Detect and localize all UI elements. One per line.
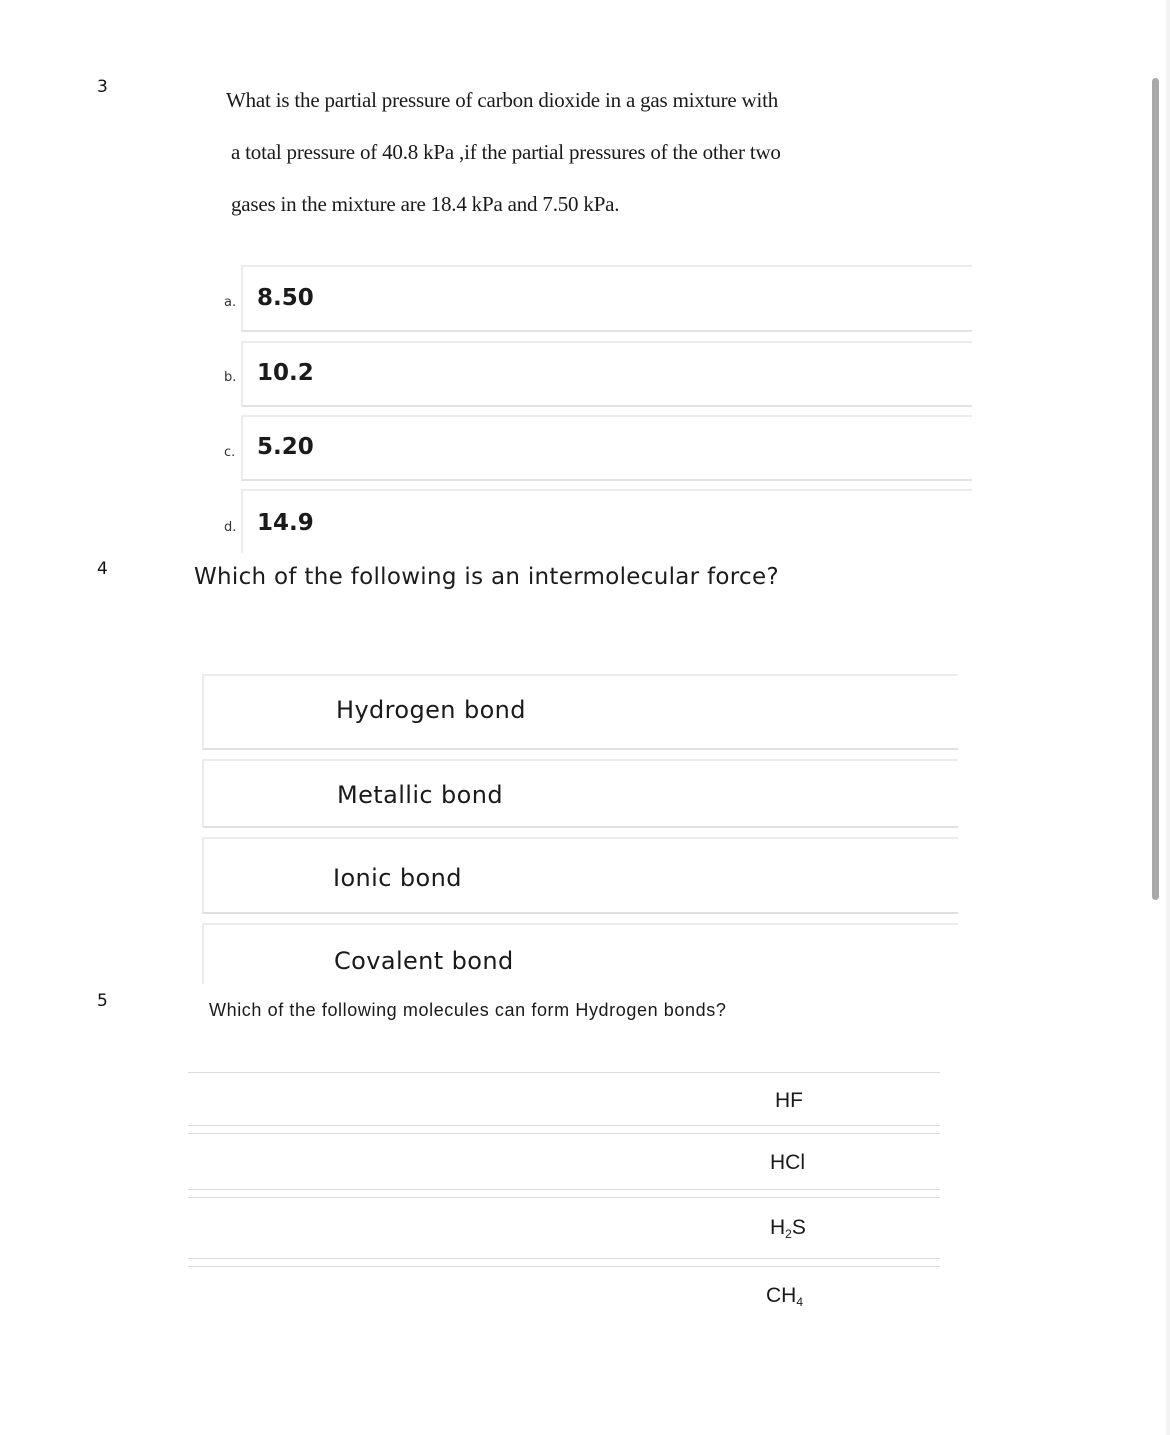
q5-option-h2s[interactable] (770, 1216, 806, 1241)
scrollbar-thumb[interactable] (1152, 78, 1159, 900)
option-letter-d: d. (224, 520, 237, 535)
q5-option-hf[interactable] (775, 1089, 803, 1113)
q5-option-subscript: 2 (785, 1227, 792, 1241)
option-letter-b: b. (224, 370, 237, 385)
q3-option-b[interactable] (241, 341, 972, 407)
option-divider (188, 1266, 940, 1267)
q4-option-label: Metallic bond (337, 781, 503, 809)
q4-option-metallic-bond[interactable] (202, 759, 958, 828)
q3-option-b-value: 10.2 (257, 360, 314, 386)
q3-option-d-value: 14.9 (257, 510, 314, 536)
q5-option-formula: HCl (770, 1151, 805, 1174)
window-edge (1166, 0, 1170, 1435)
option-divider (188, 1258, 940, 1259)
question-3-text-line-1: What is the partial pressure of carbon dioxide in a gas mixture with (226, 88, 779, 112)
option-letter-c: c. (224, 445, 236, 460)
question-3-text-line-3: gases in the mixture are 18.4 kPa and 7.50 kPa. (231, 192, 620, 216)
option-divider (188, 1197, 940, 1198)
q3-option-c-value: 5.20 (257, 434, 314, 460)
q5-option-formula: H (770, 1216, 786, 1239)
q3-option-a-value: 8.50 (257, 285, 314, 311)
q5-option-ch4[interactable] (766, 1284, 803, 1309)
question-5-text: Which of the following molecules can form Hydrogen bonds? (209, 1000, 727, 1020)
scrollbar[interactable] (1150, 78, 1162, 900)
option-divider (188, 1133, 940, 1134)
q4-option-hydrogen-bond[interactable] (202, 674, 958, 750)
q3-option-a[interactable] (241, 265, 972, 332)
question-number-5: 5 (97, 991, 108, 1011)
question-3-text-line-2: a total pressure of 40.8 kPa ,if the partial pressures of the other two (231, 140, 781, 164)
question-number-3: 3 (97, 77, 108, 97)
option-divider (188, 1072, 940, 1073)
q5-option-formula-tail: S (791, 1216, 806, 1239)
q4-option-covalent-bond[interactable] (202, 923, 958, 984)
question-4-text: Which of the following is an intermolecular force? (194, 564, 779, 590)
q5-option-subscript: 4 (796, 1295, 804, 1309)
q5-option-formula: CH (766, 1284, 797, 1307)
q4-option-ionic-bond[interactable] (202, 837, 958, 914)
q4-option-label: Hydrogen bond (336, 696, 526, 724)
q4-option-label: Covalent bond (334, 947, 514, 975)
q4-option-label: Ionic bond (333, 864, 462, 892)
q5-option-hcl[interactable] (770, 1151, 805, 1175)
q3-option-c[interactable] (241, 415, 972, 481)
q3-option-d[interactable] (241, 489, 972, 553)
question-number-4: 4 (97, 559, 108, 579)
option-divider (188, 1189, 940, 1190)
option-divider (188, 1125, 940, 1126)
option-letter-a: a. (224, 295, 237, 310)
q5-option-formula: HF (775, 1089, 803, 1112)
